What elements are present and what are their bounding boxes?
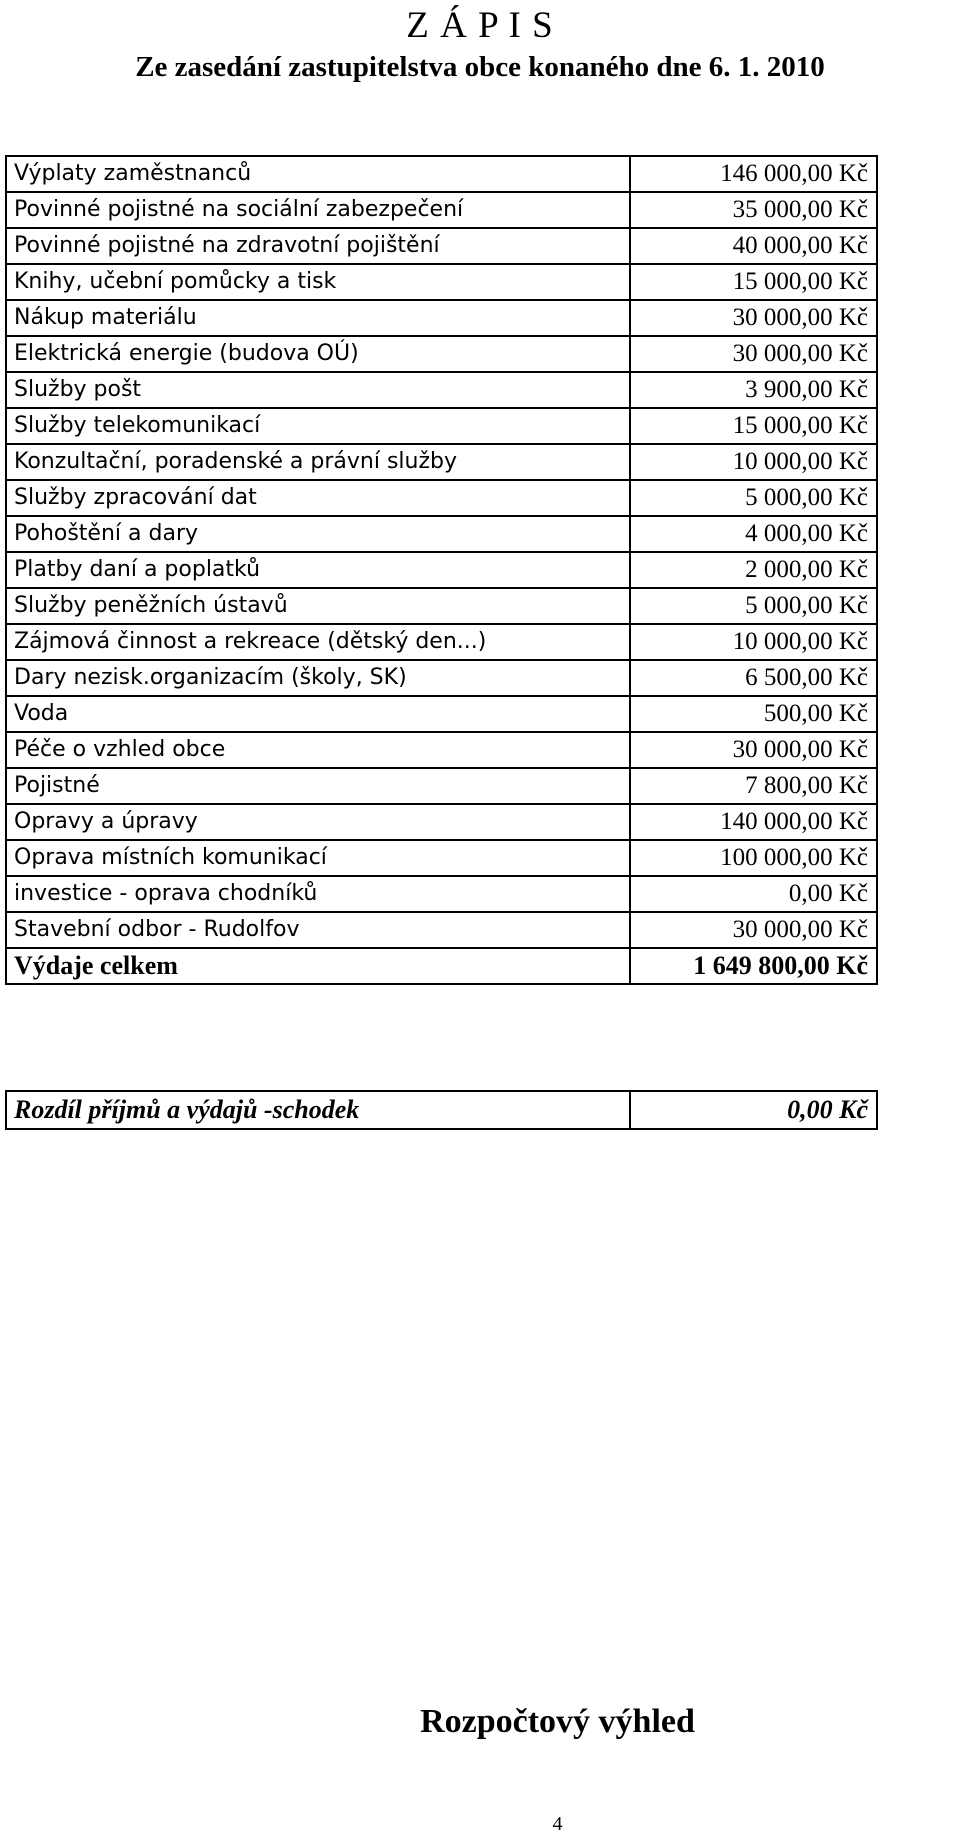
expense-amount: 2 000,00 Kč [630, 552, 877, 588]
total-label: Výdaje celkem [6, 948, 630, 984]
expense-amount: 10 000,00 Kč [630, 444, 877, 480]
expense-label: Péče o vzhled obce [6, 732, 630, 768]
table-row [6, 624, 877, 660]
table-row [6, 372, 877, 408]
table-row [6, 732, 877, 768]
expense-amount: 10 000,00 Kč [630, 624, 877, 660]
expense-label: investice - oprava chodníků [6, 876, 630, 912]
table-row [6, 228, 877, 264]
section-heading: Rozpočtový výhled [420, 1703, 695, 1740]
expense-amount: 5 000,00 Kč [630, 480, 877, 516]
expense-amount: 15 000,00 Kč [630, 264, 877, 300]
table-row [6, 912, 877, 948]
expense-label: Dary nezisk.organizacím (školy, SK) [6, 660, 630, 696]
expense-label: Opravy a úpravy [6, 804, 630, 840]
expense-label: Oprava místních komunikací [6, 840, 630, 876]
table-row [6, 192, 877, 228]
expense-amount: 35 000,00 Kč [630, 192, 877, 228]
expense-amount: 30 000,00 Kč [630, 912, 877, 948]
expense-amount: 15 000,00 Kč [630, 408, 877, 444]
expenses-total-row [6, 948, 877, 984]
difference-label: Rozdíl příjmů a výdajů -schodek [6, 1091, 630, 1129]
expense-label: Zájmová činnost a rekreace (dětský den...) [6, 624, 630, 660]
expense-amount: 30 000,00 Kč [630, 300, 877, 336]
table-row [6, 696, 877, 732]
expense-label: Výplaty zaměstnanců [6, 156, 630, 192]
difference-amount: 0,00 Kč [630, 1091, 877, 1129]
expense-label: Pohoštění a dary [6, 516, 630, 552]
document-title: Z Á P I S [406, 5, 554, 46]
expense-label: Elektrická energie (budova OÚ) [6, 336, 630, 372]
table-row [6, 552, 877, 588]
expense-amount: 40 000,00 Kč [630, 228, 877, 264]
page-number: 4 [552, 1813, 563, 1835]
expense-amount: 0,00 Kč [630, 876, 877, 912]
expenses-table-body [6, 156, 877, 984]
expense-label: Voda [6, 696, 630, 732]
expense-label: Služby zpracování dat [6, 480, 630, 516]
difference-table [5, 1090, 878, 1130]
table-row [6, 156, 877, 192]
table-row [6, 768, 877, 804]
table-row [6, 480, 877, 516]
table-row [6, 444, 877, 480]
expense-label: Knihy, učební pomůcky a tisk [6, 264, 630, 300]
expense-label: Služby peněžních ústavů [6, 588, 630, 624]
table-row [6, 804, 877, 840]
table-row [6, 516, 877, 552]
expense-label: Služby pošt [6, 372, 630, 408]
table-row [6, 408, 877, 444]
expense-label: Pojistné [6, 768, 630, 804]
table-row [6, 588, 877, 624]
expense-label: Konzultační, poradenské a právní služby [6, 444, 630, 480]
expense-label: Povinné pojistné na zdravotní pojištění [6, 228, 630, 264]
document-subtitle: Ze zasedání zastupitelstva obce konaného dne 6. 1. 2010 [135, 51, 825, 83]
expense-amount: 4 000,00 Kč [630, 516, 877, 552]
table-row [6, 300, 877, 336]
expense-amount: 30 000,00 Kč [630, 336, 877, 372]
expense-amount: 146 000,00 Kč [630, 156, 877, 192]
expense-amount: 140 000,00 Kč [630, 804, 877, 840]
expenses-table [5, 155, 878, 985]
expense-amount: 30 000,00 Kč [630, 732, 877, 768]
expense-label: Platby daní a poplatků [6, 552, 630, 588]
table-row [6, 660, 877, 696]
total-amount: 1 649 800,00 Kč [630, 948, 877, 984]
expense-amount: 7 800,00 Kč [630, 768, 877, 804]
expense-label: Služby telekomunikací [6, 408, 630, 444]
expense-amount: 3 900,00 Kč [630, 372, 877, 408]
difference-row [6, 1091, 877, 1129]
expense-amount: 100 000,00 Kč [630, 840, 877, 876]
table-row [6, 336, 877, 372]
table-row [6, 840, 877, 876]
table-row [6, 264, 877, 300]
expense-label: Stavební odbor - Rudolfov [6, 912, 630, 948]
table-row [6, 876, 877, 912]
expense-amount: 6 500,00 Kč [630, 660, 877, 696]
expense-label: Nákup materiálu [6, 300, 630, 336]
expense-amount: 5 000,00 Kč [630, 588, 877, 624]
expense-amount: 500,00 Kč [630, 696, 877, 732]
expense-label: Povinné pojistné na sociální zabezpečení [6, 192, 630, 228]
